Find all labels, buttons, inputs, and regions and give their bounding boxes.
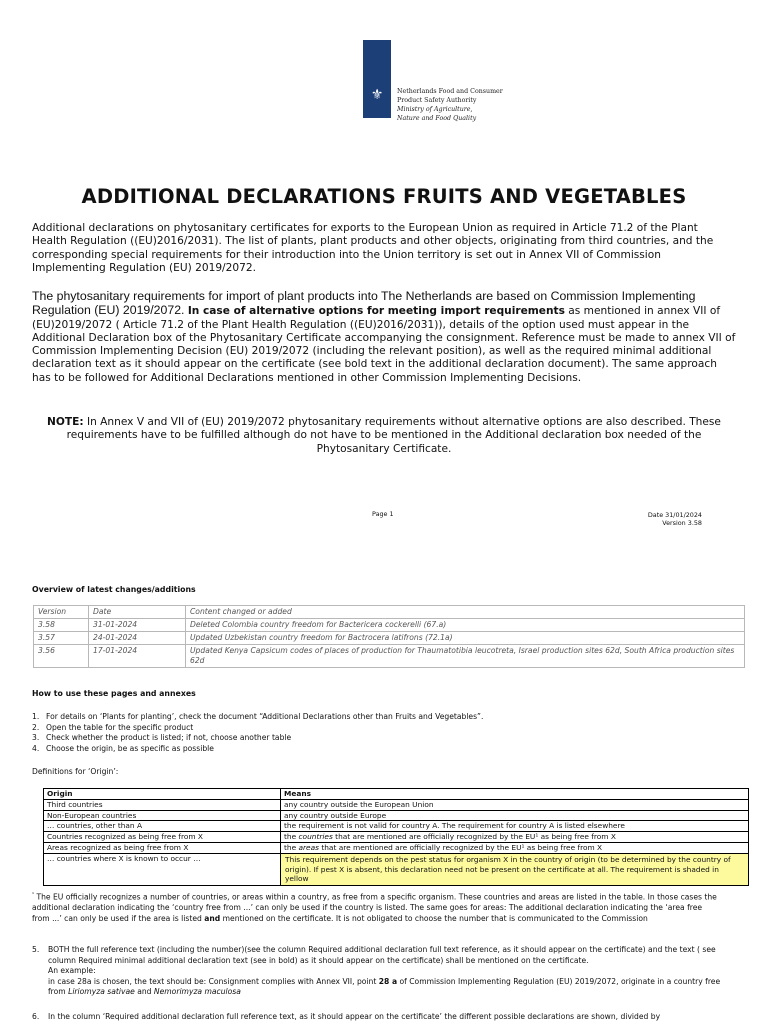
table-row [44, 821, 749, 832]
means-emphasis: countries [298, 832, 333, 842]
requirements-paragraph [32, 290, 736, 385]
page-number: Page 1 [372, 510, 394, 518]
footnote-text-a: The EU officially recognizes a number of countries, or areas within a country, as free from a specific organism. These countries and areas are listed in the table. In those cases the additional declaration indicating the ‘country free from ...’ can only be used if the country is listed. The same goes for areas: The additional declaration indicating the ‘area free from ...’ can only be used if the area is listed [32, 892, 717, 923]
step-number: 1. [32, 712, 40, 721]
document-version: Version 3.58 [662, 519, 702, 527]
cell-date: 31-01-2024 [89, 619, 186, 632]
table-row [44, 799, 749, 810]
step-number: 2. [32, 722, 40, 732]
step-text: Choose the origin, be as specific as possible [46, 743, 214, 753]
example-text [48, 977, 732, 998]
cell-version: 3.58 [34, 619, 89, 632]
date-version [620, 511, 702, 527]
cell-content: Updated Uzbekistan country freedom for Bactrocera latifrons (72.1a) [186, 632, 745, 645]
means-text: that are mentioned are officially recognized by the EU¹ as being free from X [332, 832, 616, 842]
step-text: Open the table for the specific product [46, 722, 194, 732]
cell-origin: Third countries [44, 799, 281, 810]
cell-means [281, 832, 749, 843]
table-header-row [44, 789, 749, 800]
step-text: Check whether the product is listed; if not, choose another table [46, 733, 292, 742]
list-item [32, 712, 732, 723]
cell-version: 3.56 [34, 645, 89, 668]
requirements-bold: In case of alternative options for meeting import requirements [187, 305, 565, 318]
crest-icon: ⚜ [370, 87, 384, 103]
header-content: Content changed or added [186, 606, 745, 619]
intro-paragraph: Additional declarations on phytosanitary certificates for exports to the European Union as required in Article 71.2 of the Plant Health Regulation ((EU)2016/2031). The list of plants, plant products and other objects, originating from third countries, and the corresponding special requirements for their introduction into the Union territory is set out in Annex VII of Commission Implementing Regulation (EU) 2019/2072. [32, 222, 714, 274]
list-item [32, 733, 732, 744]
species-name: Liriomyza sativae [68, 987, 135, 996]
list-item-5 [32, 945, 732, 998]
cell-means: any country outside Europe [281, 810, 749, 821]
cell-origin: … countries, other than A [44, 821, 281, 832]
means-text: the [284, 832, 299, 842]
header-version: Version [34, 606, 89, 619]
cell-means: the requirement is not valid for country A. The requirement for country A is listed elsewhere [281, 821, 749, 832]
cell-date: 17-01-2024 [89, 645, 186, 668]
nvwa-logo [363, 40, 523, 130]
logo-line-1: Netherlands Food and Consumer [397, 88, 503, 95]
note-paragraph [32, 416, 736, 456]
example-part: and [137, 987, 152, 996]
step-number: 4. [32, 743, 40, 753]
item-text: In the column ‘Required additional declaration full reference text, as it should appear on the certificate’ the different possible declarations are shown, divided by [48, 1012, 661, 1021]
cell-origin: Countries recognized as being free from X [44, 832, 281, 843]
header-origin: Origin [44, 789, 281, 800]
howto-steps [32, 712, 732, 754]
note-label: NOTE: [47, 416, 84, 428]
logo-line-2: Product Safety Authority [397, 97, 477, 104]
footnote-bold: and [204, 913, 221, 923]
logo-text [397, 87, 503, 123]
means-text: that are mentioned are officially recognized by the EU¹ as being free from X [318, 842, 603, 852]
example-part: in case 28a is chosen, the text should be: Consignment complies with Annex VII, point [48, 976, 377, 986]
document-date: Date 31/01/2024 [647, 511, 702, 519]
footnote [32, 890, 722, 924]
cell-version: 3.57 [34, 632, 89, 645]
table-header-row [34, 606, 745, 619]
cell-means-highlighted: This requirement depends on the pest status for organism X in the country of origin (to be determined by the country of origin). If pest X is absent, this declaration need not be present on the certificate at all. The requirement is shaded in yellow [281, 853, 749, 885]
overview-title: Overview of latest changes/additions [32, 585, 196, 594]
requirements-lead: The phytosanitary requirements for import of plant products into The Netherlands are based on Commission Implementing Regulation (EU) 2019/2072. [32, 289, 696, 318]
requirements-rest: as mentioned in annex VII of (EU)2019/2072 ( Article 71.2 of the Plant Health Regulation ((EU)2016/2031)), details of the option used must appear in the Additional Declaration box of the Phytosanitary Certificate accompanying the consignment. Reference must be made to annex VII of Commission Implementing Decision (EU) 2019/2072 (including the relevant position), as well as the required minimal additional declaration text as it should appear on the certificate (see bold text in the additional declaration document). The same approach has to be followed for Additional Declarations mentioned in other Commission Implementing Decisions. [32, 305, 736, 384]
item-text: BOTH the full reference text (including the number)(see the column Required additional declaration full text reference, as it should appear on the certificate) and the text ( see column Required minimal additional declaration text (see in bold) as it should appear on the certificate) shall be mentioned on the certificate. [48, 945, 716, 965]
cell-origin: … countries where X is known to occur … [44, 853, 281, 885]
list-item [32, 744, 732, 755]
page-title: ADDITIONAL DECLARATIONS FRUITS AND VEGETABLES [81, 185, 687, 208]
item-body [32, 945, 732, 998]
item-number: 5. [32, 945, 40, 954]
note-text: In Annex V and VII of (EU) 2019/2072 phytosanitary requirements without alternative options are also described. These requirements have to be fulfilled although do not have to be mentioned in the Additional declaration box needed of the Phytosanitary Certificate. [66, 416, 721, 455]
cell-means [281, 842, 749, 853]
logo-line-3: Ministry of Agriculture, [397, 106, 473, 113]
cell-date: 24-01-2024 [89, 632, 186, 645]
cell-content: Updated Kenya Capsicum codes of places of production for Thaumatotibia leucotreta, Israel production sites 62d, South Africa production sites 62d [186, 645, 745, 668]
cell-origin: Areas recognized as being free from X [44, 842, 281, 853]
header-means: Means [281, 789, 749, 800]
example-bold: 28 a [378, 976, 398, 986]
footnote-text-b: mentioned on the certificate. It is not obligated to choose the number that is communicated to the Commission [222, 913, 648, 923]
list-item [32, 723, 732, 734]
table-row [34, 632, 745, 645]
step-text: For details on ‘Plants for planting’, check the document “Additional Declarations other than Fruits and Vegetables”. [46, 712, 484, 721]
cell-origin: Non-European countries [44, 810, 281, 821]
definitions-title: Definitions for ‘Origin’: [32, 767, 119, 776]
logo-bar [363, 40, 391, 118]
cell-content: Deleted Colombia country freedom for Bactericera cockerelli (67.a) [186, 619, 745, 632]
table-row [34, 645, 745, 668]
table-row [44, 810, 749, 821]
cell-means: any country outside the European Union [281, 799, 749, 810]
item-number: 6. [32, 1012, 40, 1021]
footnote-mark: ¹ [32, 892, 35, 898]
table-row [44, 832, 749, 843]
howto-title: How to use these pages and annexes [32, 689, 196, 698]
table-row [44, 842, 749, 853]
table-row [44, 853, 749, 885]
example-part: of Commission Implementing Regulation (EU) 2019/2072, originate in a country free from [48, 976, 721, 996]
means-text: the [284, 842, 299, 852]
species-name: Nemorimyza maculosa [153, 987, 241, 996]
example-label: An example: [48, 966, 96, 975]
table-row [34, 619, 745, 632]
list-item-6 [32, 1012, 732, 1023]
header-date: Date [89, 606, 186, 619]
logo-line-4: Nature and Food Quality [397, 115, 477, 122]
changes-table [33, 605, 745, 668]
step-number: 3. [32, 733, 40, 742]
means-emphasis: areas [298, 842, 319, 852]
definitions-table [43, 788, 749, 886]
